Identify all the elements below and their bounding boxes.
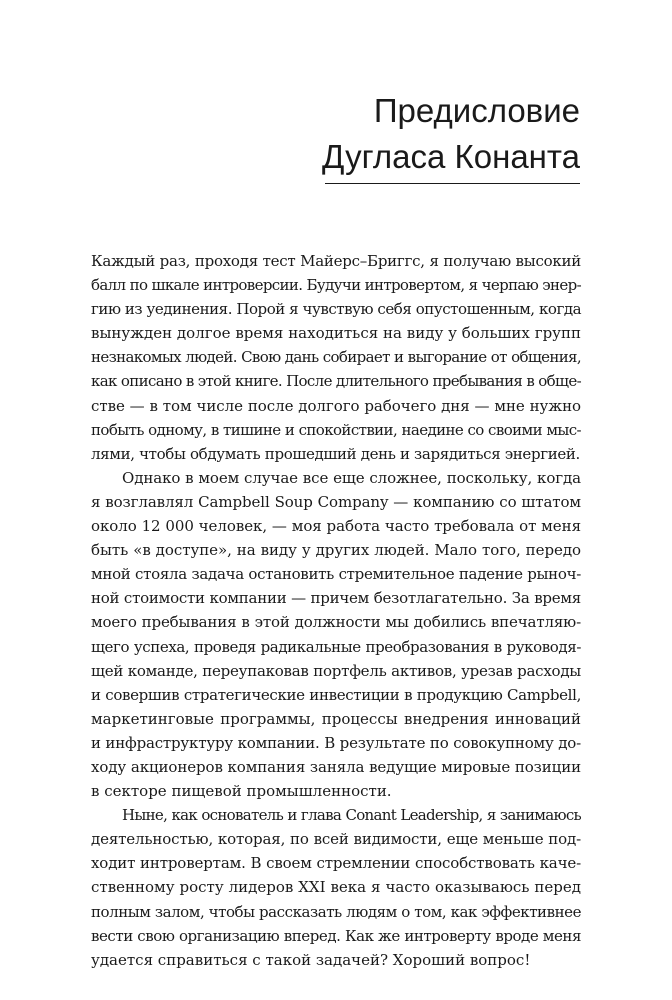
- text-line: Каждый раз, проходя тест Майерс–Бриггс, я получаю высокий: [91, 252, 581, 270]
- text-line: лями, чтобы обдумать прошедший день и зарядиться энергией.: [91, 444, 580, 463]
- text-line: ственному росту лидеров XXI века я часто оказываюсь перед: [91, 878, 581, 897]
- text-line: балл по шкале интроверсии. Будучи интровертом, я черпаю энер-: [91, 276, 581, 295]
- text-line: гию из уединения. Порой я чувствую себя опустошенным, когда: [91, 300, 582, 319]
- paragraph-3: [91, 803, 581, 972]
- chapter-title-line-1: Предисловие: [373, 92, 580, 129]
- text-line: незнакомых людей. Свою дань собирает и выгорание от общения,: [91, 348, 581, 367]
- text-line: побыть одному, в тишине и спокойствии, наедине со своими мыс-: [91, 420, 581, 439]
- text-line: быть «в доступе», на виду у других людей. Мало того, передо: [91, 541, 581, 560]
- text-line: щего успеха, проведя радикальные преобразования в руководя-: [91, 637, 581, 656]
- text-line: деятельностью, которая, по всей видимости, еще меньше под-: [91, 830, 581, 849]
- text-line: стве — в том числе после долгого рабочего дня — мне нужно: [91, 396, 581, 415]
- text-line: ной стоимости компании — причем безотлагательно. За время: [91, 589, 581, 608]
- text-line: полным залом, чтобы рассказать людям о том, как эффективнее: [91, 902, 581, 921]
- text-line: Однако в моем случае все еще сложнее, поскольку, когда: [122, 468, 581, 487]
- text-line: около 12 000 человек, — моя работа часто требовала от меня: [91, 517, 581, 536]
- chapter-title: [322, 88, 580, 180]
- text-line: в секторе пищевой промышленности.: [91, 782, 392, 801]
- body-text: [91, 249, 581, 972]
- text-line: вынужден долгое время находиться на виду у больших групп: [91, 324, 581, 343]
- text-line: ходит интровертам. В своем стремлении способствовать каче-: [91, 854, 581, 873]
- text-line: мной стояла задача остановить стремительное падение рыноч-: [91, 565, 581, 584]
- title-underline-rule: [325, 183, 580, 184]
- text-line: я возглавлял Campbell Soup Company — компанию со штатом: [91, 492, 581, 511]
- text-line: Ныне, как основатель и глава Conant Leadership, я занимаюсь: [122, 806, 581, 825]
- text-line: удается справиться с такой задачей? Хороший вопрос!: [91, 950, 531, 969]
- text-line: и совершив стратегические инвестиции в продукцию Campbell,: [91, 685, 581, 704]
- text-line: ходу акционеров компания заняла ведущие мировые позиции: [91, 757, 581, 776]
- paragraph-2: [91, 466, 581, 803]
- text-line: щей команде, переупаковав портфель активов, урезав расходы: [91, 661, 581, 680]
- text-line: вести свою организацию вперед. Как же интроверту вроде меня: [91, 926, 581, 945]
- text-line: и инфраструктуру компании. В результате по совокупному до-: [91, 733, 581, 752]
- text-line: моего пребывания в этой должности мы добились впечатляю-: [91, 613, 581, 632]
- paragraph-1: [91, 249, 581, 466]
- chapter-title-line-2: Дугласа Конанта: [322, 138, 580, 175]
- text-line: маркетинговые программы, процессы внедрения инноваций: [91, 709, 581, 728]
- text-line: как описано в этой книге. После длительного пребывания в обще-: [91, 372, 581, 391]
